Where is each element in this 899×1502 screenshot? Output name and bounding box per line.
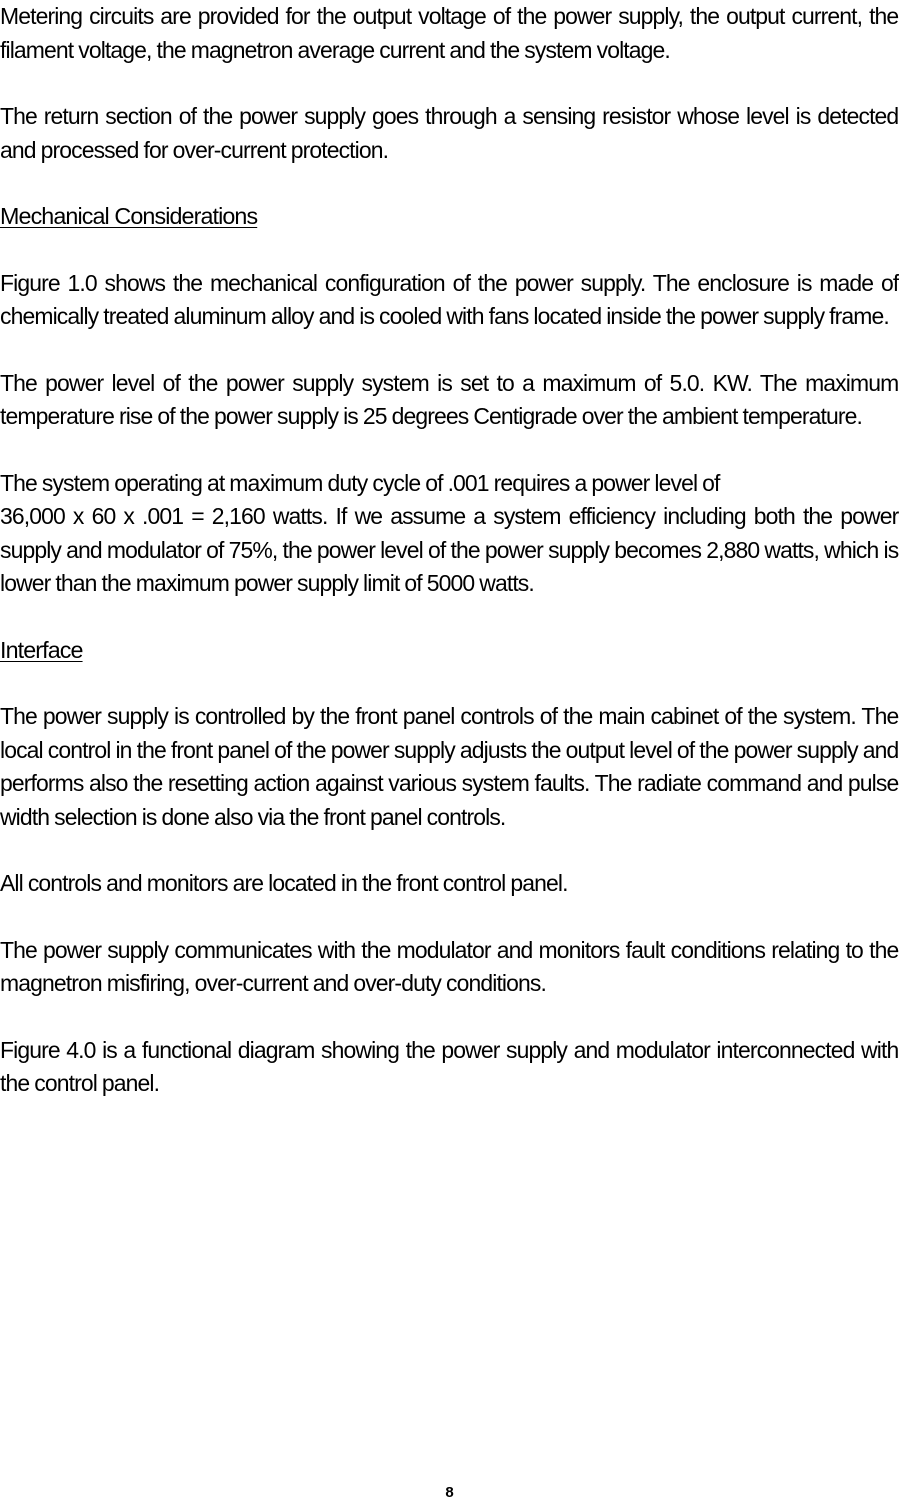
- heading-interface: Interface: [0, 636, 83, 663]
- paragraph-metering: Metering circuits are provided for the output voltage of the power supply, the output current, the filament voltage, the magnetron average current and the system voltage.: [0, 3, 899, 63]
- paragraph-figure-4: Figure 4.0 is a functional diagram showing the power supply and modulator interconnected with the control panel.: [0, 1036, 899, 1096]
- paragraph-modulator-communication: The power supply communicates with the modulator and monitors fault conditions relating to the magnetron misfiring, over-current and over-duty conditions.: [0, 936, 899, 996]
- paragraph-front-panel-control: The power supply is controlled by the front panel controls of the main cabinet of the system. The local control in the front panel of the power supply adjusts the output level of the power supply and performs also the resetting action against various system faults. The radiate command and pulse width selection is done also via the front panel controls.: [0, 703, 899, 830]
- heading-mechanical-considerations: Mechanical Considerations: [0, 203, 258, 229]
- paragraph-figure-1: Figure 1.0 shows the mechanical configuration of the power supply. The enclosure is made of chemically treated aluminum alloy and is cooled with fans located inside the power supply frame.: [0, 269, 899, 329]
- paragraph-controls-location: All controls and monitors are located in the front control panel.: [0, 870, 568, 896]
- paragraph-duty-cycle: The system operating at maximum duty cycle of .001 requires a power level of: [0, 469, 720, 496]
- paragraph-return-section: The return section of the power supply goes through a sensing resistor whose level is detected and processed for over-current protection.: [0, 103, 899, 163]
- paragraph-power-calculation: 36,000 x 60 x .001 = 2,160 watts. If we assume a system efficiency including both the power supply and modulator of 75%, the power level of the power supply becomes 2,880 watts, which is lower than the maximum power supply limit of 5000 watts.: [0, 503, 899, 596]
- page-number: 8: [445, 1484, 454, 1501]
- paragraph-power-level: The power level of the power supply system is set to a maximum of 5.0. KW. The maximum temperature rise of the power supply is 25 degrees Centigrade over the ambient temperature.: [0, 369, 899, 429]
